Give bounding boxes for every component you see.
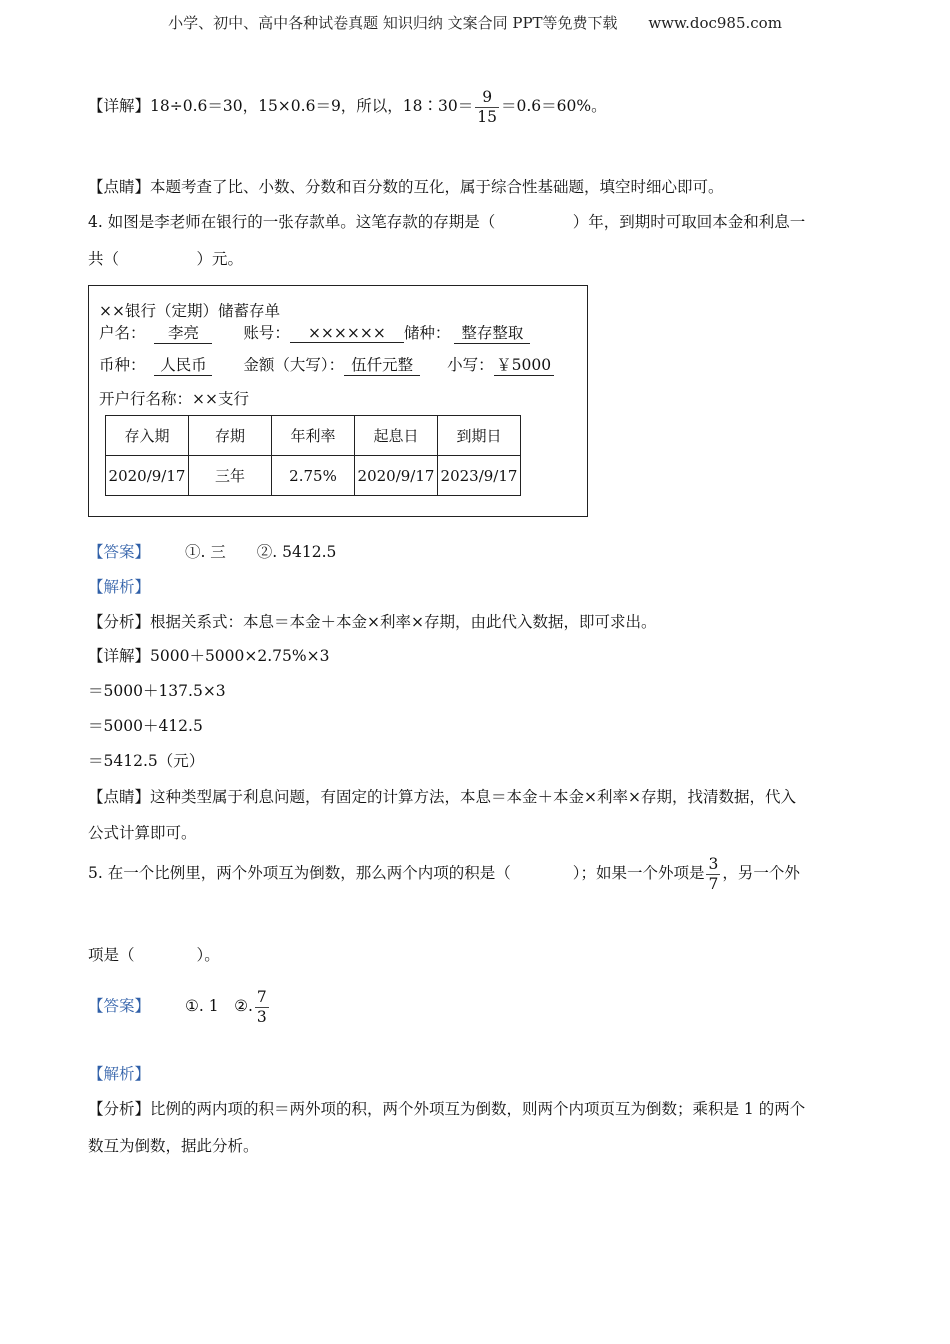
q3-detail-prefix: 【详解】18÷0.6＝30，15×0.6＝9，所以，18∶30＝ xyxy=(88,97,474,116)
slip-account-label: 账号： xyxy=(243,324,290,342)
q4-detail-1: 【详解】5000＋5000×2.75%×3 xyxy=(88,647,330,665)
q5-stem-line1 xyxy=(88,855,800,893)
q4-answer-text: ①. 三 ②. 5412.5 xyxy=(184,543,337,561)
header-site[interactable]: www.doc985.com xyxy=(648,14,782,32)
slip-amount-num-label: 小写： xyxy=(447,356,494,374)
cell-rate: 2.75% xyxy=(272,456,355,496)
q4-stem-line2: 共（ ）元。 xyxy=(88,250,244,268)
q5-answer-fraction xyxy=(255,988,269,1026)
q5-frac-num: 3 xyxy=(708,855,719,873)
q4-analysis: 【分析】根据关系式：本息＝本金＋本金×利率×存期，由此代入数据，即可求出。 xyxy=(88,613,657,631)
slip-currency-label: 币种： xyxy=(99,356,146,374)
q4-answer xyxy=(88,540,336,562)
deposit-table-header xyxy=(106,416,521,456)
q4-comment-line2: 公式计算即可。 xyxy=(88,824,197,842)
slip-type-label: 储种： xyxy=(403,324,451,342)
slip-amount-num-value: ￥5000 xyxy=(494,353,554,376)
cell-start-date: 2020/9/17 xyxy=(355,456,438,496)
q4-detail-2: ＝5000＋137.5×3 xyxy=(88,682,226,700)
q5-answer-frac-den: 3 xyxy=(256,1007,267,1026)
q5-frac-den: 7 xyxy=(708,874,719,893)
q5-answer-text: ①. 1 ②. xyxy=(184,997,253,1016)
cell-deposit-date: 2020/9/17 xyxy=(106,456,189,496)
q5-analysis-line1: 【分析】比例的两内项的积＝两外项的积，两个外项互为倒数，则两个内项页互为倒数；乘积是 1 的两个 xyxy=(88,1100,806,1118)
q4-detail-3: ＝5000＋412.5 xyxy=(88,717,203,735)
page-header xyxy=(0,12,950,33)
q5-answer-frac-num: 7 xyxy=(256,988,267,1006)
q5-fraction xyxy=(706,855,720,893)
slip-title: ××银行（定期）储蓄存单 xyxy=(99,302,280,320)
q4-comment-line1: 【点睛】这种类型属于利息问题，有固定的计算方法，本息＝本金＋本金×利率×存期，找清数据，代入 xyxy=(88,788,796,806)
col-term: 存期 xyxy=(189,416,272,456)
slip-currency-value: 人民币 xyxy=(154,353,212,376)
deposit-table-row xyxy=(106,456,521,496)
col-deposit-date: 存入期 xyxy=(106,416,189,456)
q5-answer xyxy=(88,988,271,1026)
slip-row-amount xyxy=(99,353,554,376)
q5-stem-prefix: 5. 在一个比例里，两个外项互为倒数，那么两个内项的积是（ ）；如果一个外项是 xyxy=(88,864,705,883)
col-end-date: 到期日 xyxy=(438,416,521,456)
q4-analysis-label: 【解析】 xyxy=(88,578,151,596)
q3-detail-suffix: ＝0.6＝60%。 xyxy=(501,97,607,116)
header-title: 小学、初中、高中各种试卷真题 知识归纳 文案合同 PPT等免费下载 xyxy=(168,14,618,32)
q5-analysis-label: 【解析】 xyxy=(88,1065,151,1083)
deposit-table xyxy=(105,415,521,496)
col-start-date: 起息日 xyxy=(355,416,438,456)
q4-stem-line1: 4. 如图是李老师在银行的一张存款单。这笔存款的存期是（ ）年，到期时可取回本金和利息一 xyxy=(88,213,806,231)
deposit-slip xyxy=(88,285,588,517)
col-rate: 年利率 xyxy=(272,416,355,456)
q3-frac-den: 15 xyxy=(477,107,497,126)
cell-end-date: 2023/9/17 xyxy=(438,456,521,496)
slip-branch: 开户行名称：××支行 xyxy=(99,390,249,408)
q5-stem-suffix: ，另一个外 xyxy=(722,864,800,883)
slip-amount-cn-label: 金额（大写）： xyxy=(243,356,345,374)
q5-analysis-line2: 数互为倒数，据此分析。 xyxy=(88,1137,259,1155)
slip-amount-cn-value: 伍仟元整 xyxy=(344,353,420,376)
slip-name-value: 李亮 xyxy=(154,321,212,344)
slip-type-value: 整存整取 xyxy=(454,321,530,344)
q3-fraction xyxy=(475,88,499,126)
slip-row-name xyxy=(99,321,530,344)
q5-answer-label: 【答案】 xyxy=(88,997,151,1016)
q4-answer-label: 【答案】 xyxy=(88,543,151,561)
q3-detail xyxy=(88,88,607,126)
slip-account-value: ×××××× xyxy=(290,324,404,343)
cell-term: 三年 xyxy=(189,456,272,496)
q4-detail-4: ＝5412.5（元） xyxy=(88,752,205,770)
slip-name-label: 户名： xyxy=(99,324,146,342)
q3-frac-num: 9 xyxy=(475,88,499,108)
q5-stem-line2: 项是（ ）。 xyxy=(88,946,220,964)
q3-comment: 【点睛】本题考查了比、小数、分数和百分数的互化，属于综合性基础题，填空时细心即可。 xyxy=(88,178,724,196)
